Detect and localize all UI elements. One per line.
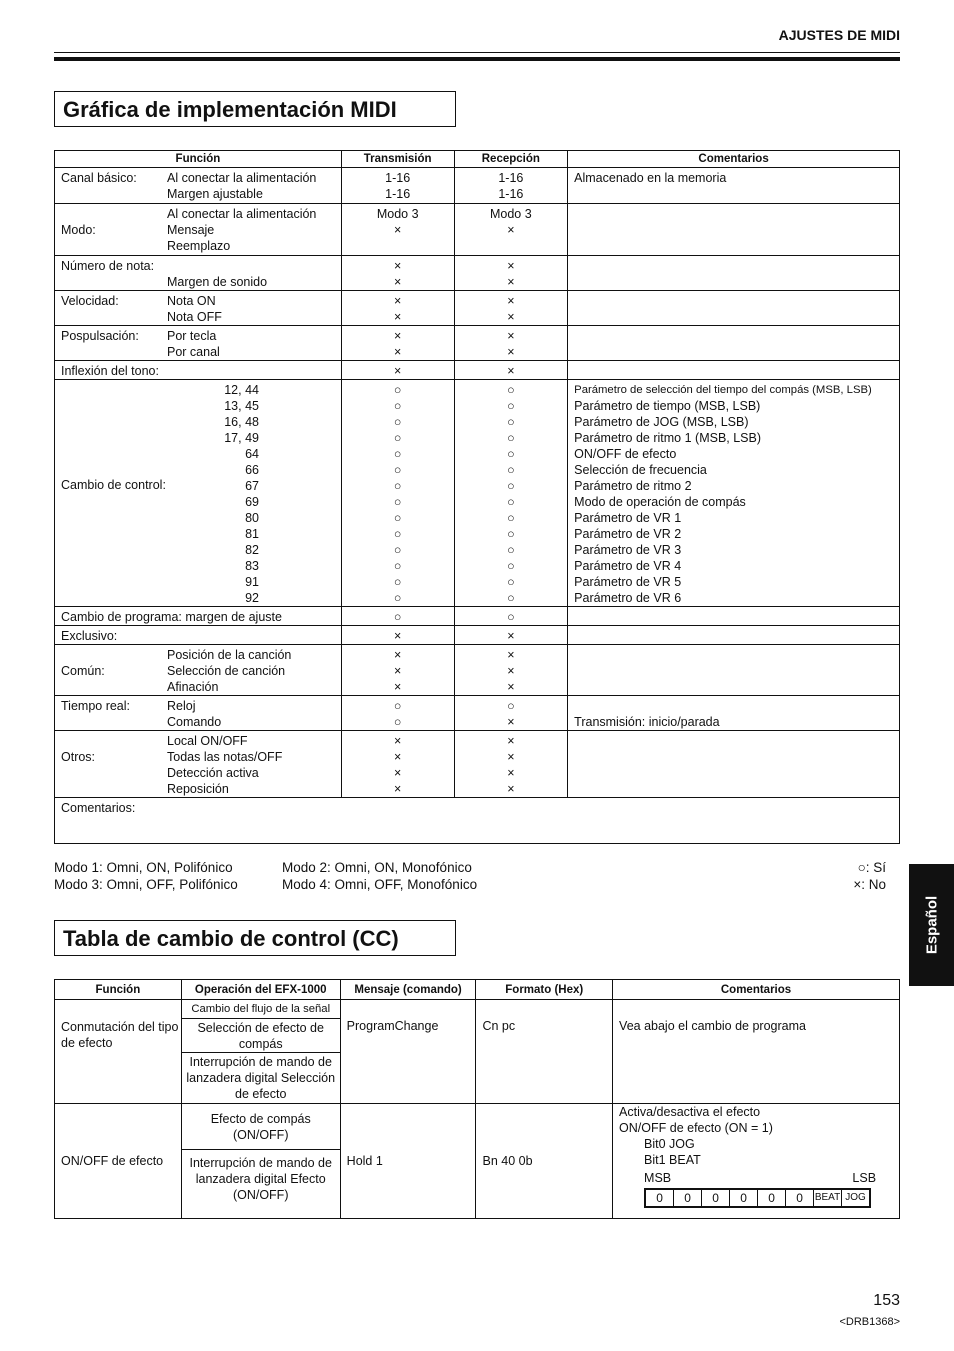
rx-value: ○ <box>507 610 515 624</box>
row-sub: Por tecla <box>167 329 217 343</box>
cc-tx-mark: ○ <box>393 575 402 589</box>
cc-comment: Parámetro de VR 2 <box>574 527 682 541</box>
tx-value: × <box>394 629 402 643</box>
cc-comment: Parámetro de tiempo (MSB, LSB) <box>574 399 761 413</box>
cc-tx-mark: ○ <box>393 463 402 477</box>
rx-value: × <box>507 275 515 289</box>
cc-func: ON/OFF de efecto <box>55 1104 182 1219</box>
language-tab-label: Español <box>923 895 940 955</box>
table-row <box>55 326 900 361</box>
cc-tx-mark: ○ <box>393 511 402 525</box>
rx-value: × <box>507 648 515 662</box>
tx-value: × <box>394 310 402 324</box>
rx-value: × <box>507 310 515 324</box>
cc-rx-mark: ○ <box>507 431 515 445</box>
rx-value: × <box>507 294 515 308</box>
row-sub: Selección de canción <box>167 664 286 678</box>
cc-comment: Parámetro de VR 5 <box>574 575 682 589</box>
page-number: 153 <box>873 1292 900 1309</box>
table-row <box>55 731 900 798</box>
bit-cell: 0 <box>786 1190 814 1207</box>
cc-header-formato: Formato (Hex) <box>476 980 613 1000</box>
cc-header-mensaje: Mensaje (comando) <box>340 980 476 1000</box>
cc-number: 81 <box>245 527 259 541</box>
tx-value: × <box>394 294 402 308</box>
cc-tx-mark: ○ <box>393 527 402 541</box>
rx-value: × <box>507 259 515 273</box>
header-transmision: Transmisión <box>341 151 454 168</box>
row-label: Inflexión del tono: <box>61 364 159 378</box>
tx-value: ○ <box>393 699 402 713</box>
cc-comment-line: Bit1 BEAT <box>644 1153 701 1167</box>
row-label: Exclusivo: <box>61 629 118 643</box>
header-recepcion: Recepción <box>454 151 568 168</box>
rx-value: × <box>507 345 515 359</box>
cc-op: Cambio del flujo de la señal <box>182 1000 340 1019</box>
cc-number: 91 <box>245 575 259 589</box>
rx-value: ○ <box>507 699 515 713</box>
cc-number: 66 <box>245 463 259 477</box>
table-row <box>55 168 900 204</box>
rx-value: × <box>507 766 515 780</box>
cc-op: Efecto de compás (ON/OFF) <box>182 1104 340 1150</box>
table-row <box>55 645 900 696</box>
table-header-row <box>55 980 900 1000</box>
cc-rx-mark: ○ <box>507 559 515 573</box>
cc-comment-line: Activa/desactiva el efecto <box>619 1105 761 1119</box>
row-label: Cambio de programa: margen de ajuste <box>61 610 282 624</box>
table-row <box>55 1000 900 1104</box>
rx-value: × <box>507 329 515 343</box>
legend-mode4: Modo 4: Omni, OFF, Monofónico <box>282 877 478 892</box>
cc-number: 69 <box>245 495 259 509</box>
row-label: Canal básico: <box>61 171 137 185</box>
row-label: Pospulsación: <box>61 329 139 343</box>
table-row <box>55 798 900 844</box>
table-row <box>55 380 900 607</box>
row-sub: Reemplazo <box>167 239 231 253</box>
row-label: Modo: <box>61 223 96 237</box>
row-label: Tiempo real: <box>61 699 131 713</box>
cc-tx-mark: ○ <box>393 431 402 445</box>
cc-tx-mark: ○ <box>393 399 402 413</box>
cc-tx-mark: ○ <box>393 591 402 605</box>
tx-value: × <box>394 782 402 796</box>
cc-tx-mark: ○ <box>393 559 402 573</box>
cc-tx-marks <box>342 382 454 606</box>
cc-comment: Parámetro de ritmo 2 <box>574 479 692 493</box>
cc-comments <box>574 382 899 606</box>
rx-value: × <box>507 750 515 764</box>
cc-tx-mark: ○ <box>393 415 402 429</box>
header-funcion: Función <box>55 151 342 168</box>
cc-title: Tabla de cambio de control (CC) <box>54 920 456 956</box>
row-label: Número de nota: <box>61 259 155 273</box>
rx-value: × <box>507 734 515 748</box>
table-header-row <box>55 151 900 168</box>
header-comentarios: Comentarios <box>568 151 900 168</box>
rx-value: × <box>507 664 515 678</box>
cc-comment: Parámetro de JOG (MSB, LSB) <box>574 415 749 429</box>
bit-cell: BEAT <box>814 1190 842 1207</box>
msb-label: MSB <box>644 1171 672 1185</box>
cc-tx-mark: ○ <box>393 383 402 397</box>
cc-header-operacion: Operación del EFX-1000 <box>181 980 340 1000</box>
row-label: Otros: <box>61 750 96 764</box>
cc-comment: ON/OFF de efecto <box>574 447 677 461</box>
cc-rx-mark: ○ <box>507 479 515 493</box>
cc-number: 82 <box>245 543 259 557</box>
cc-fmt: Bn 40 0b <box>476 1104 613 1219</box>
cc-msg: Hold 1 <box>340 1104 476 1219</box>
cc-number: 64 <box>245 447 259 461</box>
cc-number: 67 <box>245 479 259 493</box>
comment: Transmisión: inicio/parada <box>574 715 720 729</box>
cc-number: 80 <box>245 511 259 525</box>
cc-msg: ProgramChange <box>340 1000 476 1104</box>
cc-rx-mark: ○ <box>507 527 515 541</box>
cc-op: Selección de efecto de compás <box>182 1019 340 1053</box>
row-sub: Nota OFF <box>167 310 222 324</box>
tx-value: × <box>394 734 402 748</box>
tx-value: × <box>394 259 402 273</box>
cc-rx-mark: ○ <box>507 399 515 413</box>
cc-comment: Parámetro de VR 6 <box>574 591 682 605</box>
cc-rx-mark: ○ <box>507 447 515 461</box>
cc-comment-line: ON/OFF de efecto (ON = 1) <box>619 1121 773 1135</box>
cc-func: Conmutación del tipo de efecto <box>55 1000 182 1104</box>
tx-value: × <box>394 275 402 289</box>
row-sub: Todas las notas/OFF <box>167 750 283 764</box>
row-sub: Margen ajustable <box>167 187 263 201</box>
row-sub: Margen de sonido <box>167 275 268 289</box>
rx-value: × <box>507 629 515 643</box>
table-row <box>55 204 900 256</box>
tx-value: × <box>394 766 402 780</box>
legend-yes: ○: Sí <box>857 860 886 875</box>
cc-rx-mark: ○ <box>507 383 515 397</box>
cc-op: Interrupción de mando de lanzadera digital Efecto (ON/OFF) <box>189 1156 332 1202</box>
rx-value: × <box>507 782 515 796</box>
cc-number: 16, 48 <box>224 415 259 429</box>
bit-table <box>645 1189 870 1207</box>
row-sub: Afinación <box>167 680 219 694</box>
rx-value: × <box>507 715 515 729</box>
cc-tx-mark: ○ <box>393 447 402 461</box>
legend-no: ×: No <box>853 877 886 892</box>
tx-value: ○ <box>393 715 402 729</box>
row-sub: Posición de la canción <box>167 648 292 662</box>
cc-rx-mark: ○ <box>507 463 515 477</box>
section-header: AJUSTES DE MIDI <box>778 27 900 43</box>
rx-value: × <box>507 223 515 237</box>
cc-header-funcion: Función <box>55 980 182 1000</box>
tx-value: Modo 3 <box>376 207 419 221</box>
rx-value: 1-16 <box>498 187 524 201</box>
rx-value: × <box>507 364 515 378</box>
legend-mode3: Modo 3: Omni, OFF, Polifónico <box>54 877 238 892</box>
cc-rx-mark: ○ <box>507 591 515 605</box>
rx-value: Modo 3 <box>489 207 532 221</box>
table-row <box>55 291 900 326</box>
row-sub: Nota ON <box>167 294 216 308</box>
cc-comment: Parámetro de VR 4 <box>574 559 682 573</box>
header-rule-thin <box>54 52 900 53</box>
row-label: Velocidad: <box>61 294 119 308</box>
cc-numbers <box>55 382 259 606</box>
row-sub: Local ON/OFF <box>167 734 248 748</box>
table-row <box>55 256 900 291</box>
row-sub: Comando <box>167 715 222 729</box>
cc-number: 13, 45 <box>224 399 259 413</box>
midi-implementation-table <box>54 150 900 844</box>
cc-comment: Parámetro de selección del tiempo del compás (MSB, LSB) <box>574 384 872 396</box>
table-row <box>55 626 900 645</box>
bit-cell: 0 <box>674 1190 702 1207</box>
tx-value: × <box>394 223 402 237</box>
tx-value: ○ <box>393 610 402 624</box>
row-sub: Reposición <box>167 782 229 796</box>
cc-number: 17, 49 <box>224 431 259 445</box>
cc-comment: Selección de frecuencia <box>574 463 707 477</box>
cc-fmt: Cn pc <box>476 1000 613 1104</box>
row-sub: Reloj <box>167 699 196 713</box>
cc-comment: Parámetro de VR 1 <box>574 511 682 525</box>
tx-value: 1-16 <box>385 171 411 185</box>
bit-cell: 0 <box>702 1190 730 1207</box>
tx-value: × <box>394 364 402 378</box>
bit-cell: 0 <box>730 1190 758 1207</box>
cc-comment: Vea abajo el cambio de programa <box>613 1000 900 1104</box>
row-label: Cambio de control: <box>61 478 166 492</box>
cc-rx-mark: ○ <box>507 495 515 509</box>
cc-comment-line: Bit0 JOG <box>644 1137 695 1151</box>
lsb-label: LSB <box>852 1171 877 1185</box>
cc-number: 92 <box>245 591 259 605</box>
tx-value: × <box>394 664 402 678</box>
bit-cell: 0 <box>646 1190 674 1207</box>
row-sub: Detección activa <box>167 766 259 780</box>
legend-mode1: Modo 1: Omni, ON, Polifónico <box>54 860 233 875</box>
cc-number: 12, 44 <box>224 383 259 397</box>
bit-cell: 0 <box>758 1190 786 1207</box>
remarks-label: Comentarios: <box>61 801 136 815</box>
row-sub: Por canal <box>167 345 220 359</box>
row-sub: Al conectar la alimentación <box>167 171 317 185</box>
cc-rx-mark: ○ <box>507 575 515 589</box>
cc-rx-mark: ○ <box>507 511 515 525</box>
rx-value: 1-16 <box>498 171 524 185</box>
row-label: Común: <box>61 664 105 678</box>
cc-rx-mark: ○ <box>507 543 515 557</box>
language-tab <box>909 864 954 986</box>
doc-code: <DRB1368> <box>839 1316 900 1328</box>
cc-op: Interrupción de mando de lanzadera digital Selección de efecto <box>186 1055 336 1101</box>
cc-header-comentarios: Comentarios <box>613 980 900 1000</box>
cc-comment: Parámetro de ritmo 1 (MSB, LSB) <box>574 431 762 445</box>
row-sub: Al conectar la alimentación <box>167 207 317 221</box>
table-row <box>55 361 900 380</box>
comment: Almacenado en la memoria <box>574 171 727 185</box>
cc-comment: Parámetro de VR 3 <box>574 543 682 557</box>
bit-cell: JOG <box>842 1190 870 1207</box>
table-row <box>55 607 900 626</box>
row-sub: Mensaje <box>167 223 215 237</box>
rx-value: × <box>507 680 515 694</box>
cc-rx-mark: ○ <box>507 415 515 429</box>
tx-value: × <box>394 329 402 343</box>
cc-table <box>54 979 900 1219</box>
cc-comment: Modo de operación de compás <box>574 495 746 509</box>
tx-value: × <box>394 680 402 694</box>
cc-tx-mark: ○ <box>393 479 402 493</box>
table-row <box>55 1104 900 1219</box>
tx-value: 1-16 <box>385 187 411 201</box>
midi-title: Gráfica de implementación MIDI <box>54 91 456 127</box>
tx-value: × <box>394 648 402 662</box>
cc-tx-mark: ○ <box>393 543 402 557</box>
legend-mode2: Modo 2: Omni, ON, Monofónico <box>282 860 472 875</box>
tx-value: × <box>394 345 402 359</box>
table-row <box>55 696 900 731</box>
header-rule-thick <box>54 57 900 61</box>
cc-rx-marks <box>455 382 568 606</box>
cc-tx-mark: ○ <box>393 495 402 509</box>
tx-value: × <box>394 750 402 764</box>
cc-number: 83 <box>245 559 259 573</box>
